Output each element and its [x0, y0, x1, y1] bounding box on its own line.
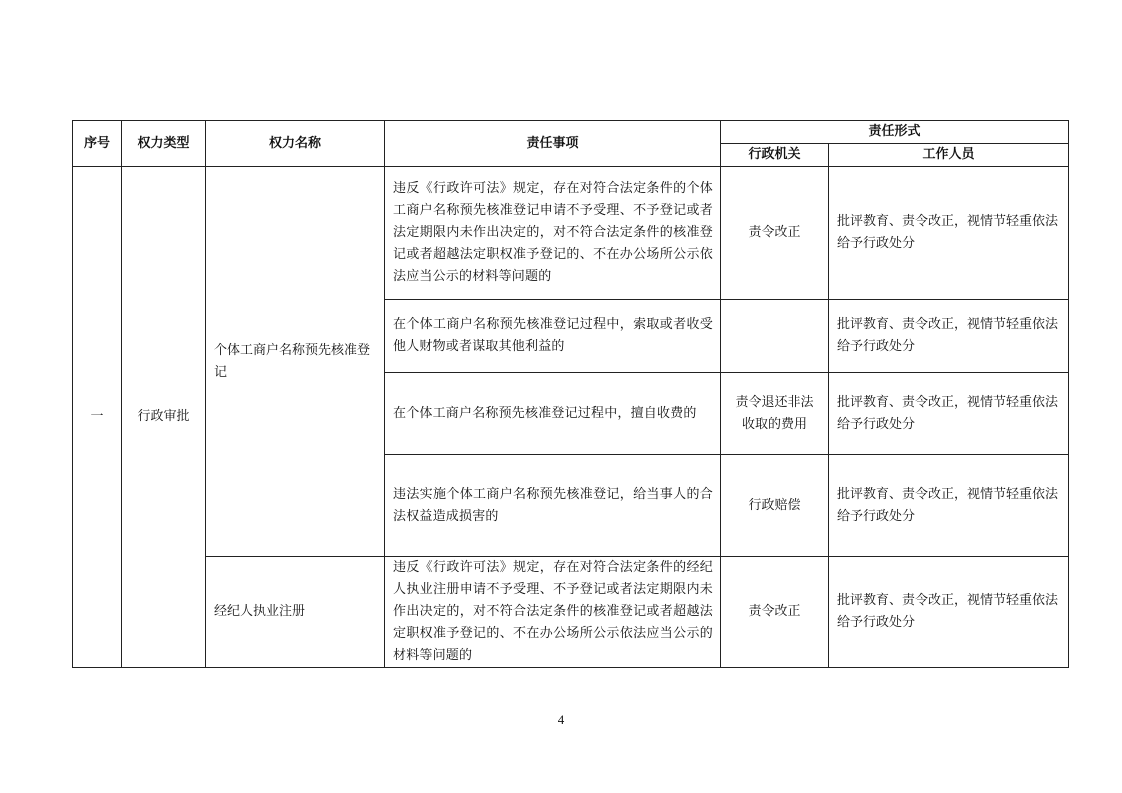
- staff-cell: 批评教育、责令改正，视情节轻重依法给予行政处分: [829, 455, 1069, 557]
- staff-cell: 批评教育、责令改正，视情节轻重依法给予行政处分: [829, 300, 1069, 373]
- matter-cell: 在个体工商户名称预先核准登记过程中，索取或者收受他人财物或者谋取其他利益的: [385, 300, 721, 373]
- group-power-type: 行政审批: [122, 167, 206, 668]
- power-name: 经纪人执业注册: [206, 557, 385, 668]
- agency-cell: 责令退还非法收取的费用: [721, 373, 829, 455]
- table-row: [73, 557, 1069, 668]
- power-name: 个体工商户名称预先核准登记: [206, 167, 385, 557]
- header-seq: 序号: [73, 121, 122, 167]
- header-power-name: 权力名称: [206, 121, 385, 167]
- table-row: [73, 167, 1069, 300]
- header-agency: 行政机关: [721, 144, 829, 167]
- matter-cell: 违反《行政许可法》规定，存在对符合法定条件的经纪人执业注册申请不予受理、不予登记或者法定期限内未作出决定的，对不符合法定条件的核准登记或者超越法定职权准予登记的、不在办公场所公示依法应当公示的材料等问题的: [385, 557, 721, 668]
- page-number: 4: [557, 712, 565, 727]
- matter-cell: 违法实施个体工商户名称预先核准登记，给当事人的合法权益造成损害的: [385, 455, 721, 557]
- header-row: [73, 121, 1069, 144]
- agency-cell: [721, 300, 829, 373]
- matter-cell: 违反《行政许可法》规定，存在对符合法定条件的个体工商户名称预先核准登记申请不予受理、不予登记或者法定期限内未作出决定的，对不符合法定条件的核准登记或者超越法定职权准予登记的、不在办公场所公示依法应当公示的材料等问题的: [385, 167, 721, 300]
- matter-cell: 在个体工商户名称预先核准登记过程中，擅自收费的: [385, 373, 721, 455]
- staff-cell: 批评教育、责令改正，视情节轻重依法给予行政处分: [829, 167, 1069, 300]
- agency-cell: 责令改正: [721, 557, 829, 668]
- header-matter: 责任事项: [385, 121, 721, 167]
- header-staff: 工作人员: [829, 144, 1069, 167]
- agency-cell: 责令改正: [721, 167, 829, 300]
- group-seq: 一: [73, 167, 122, 668]
- header-power-type: 权力类型: [122, 121, 206, 167]
- agency-cell: 行政赔偿: [721, 455, 829, 557]
- header-form: 责任形式: [721, 121, 1069, 144]
- staff-cell: 批评教育、责令改正，视情节轻重依法给予行政处分: [829, 557, 1069, 668]
- responsibility-table: [72, 120, 1069, 668]
- staff-cell: 批评教育、责令改正，视情节轻重依法给予行政处分: [829, 373, 1069, 455]
